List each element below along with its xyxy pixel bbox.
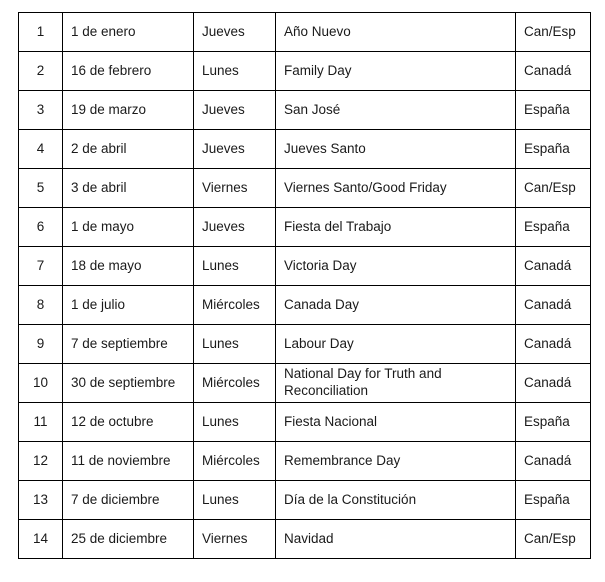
cell-holiday: Fiesta Nacional	[276, 403, 516, 442]
cell-date: 1 de mayo	[63, 208, 194, 247]
cell-number: 1	[19, 13, 63, 52]
holiday-table-body	[19, 13, 591, 559]
table-row	[19, 52, 591, 91]
table-row	[19, 13, 591, 52]
cell-weekday: Jueves	[194, 208, 276, 247]
cell-country: España	[516, 91, 591, 130]
cell-number: 4	[19, 130, 63, 169]
table-row	[19, 130, 591, 169]
cell-number: 10	[19, 364, 63, 403]
cell-number: 5	[19, 169, 63, 208]
cell-country: Canadá	[516, 247, 591, 286]
cell-holiday: Remembrance Day	[276, 442, 516, 481]
cell-weekday: Jueves	[194, 130, 276, 169]
cell-country: Canadá	[516, 442, 591, 481]
cell-holiday: Family Day	[276, 52, 516, 91]
cell-country: Can/Esp	[516, 520, 591, 559]
cell-holiday: Navidad	[276, 520, 516, 559]
cell-date: 1 de julio	[63, 286, 194, 325]
cell-weekday: Lunes	[194, 403, 276, 442]
cell-weekday: Lunes	[194, 52, 276, 91]
cell-weekday: Miércoles	[194, 286, 276, 325]
cell-holiday: Labour Day	[276, 325, 516, 364]
cell-number: 2	[19, 52, 63, 91]
cell-date: 7 de septiembre	[63, 325, 194, 364]
cell-country: España	[516, 130, 591, 169]
cell-date: 12 de octubre	[63, 403, 194, 442]
cell-date: 3 de abril	[63, 169, 194, 208]
cell-weekday: Miércoles	[194, 364, 276, 403]
cell-holiday: Año Nuevo	[276, 13, 516, 52]
table-row	[19, 403, 591, 442]
cell-holiday: Victoria Day	[276, 247, 516, 286]
holiday-table	[18, 12, 591, 559]
cell-date: 1 de enero	[63, 13, 194, 52]
cell-weekday: Miércoles	[194, 442, 276, 481]
cell-number: 14	[19, 520, 63, 559]
cell-country: España	[516, 403, 591, 442]
cell-holiday: Fiesta del Trabajo	[276, 208, 516, 247]
cell-weekday: Lunes	[194, 247, 276, 286]
table-row	[19, 208, 591, 247]
cell-country: España	[516, 208, 591, 247]
cell-number: 7	[19, 247, 63, 286]
cell-date: 30 de septiembre	[63, 364, 194, 403]
cell-date: 11 de noviembre	[63, 442, 194, 481]
cell-weekday: Viernes	[194, 169, 276, 208]
cell-number: 13	[19, 481, 63, 520]
table-row	[19, 169, 591, 208]
cell-number: 6	[19, 208, 63, 247]
cell-date: 7 de diciembre	[63, 481, 194, 520]
cell-country: Canadá	[516, 364, 591, 403]
table-row	[19, 442, 591, 481]
cell-date: 2 de abril	[63, 130, 194, 169]
cell-holiday: Viernes Santo/Good Friday	[276, 169, 516, 208]
cell-number: 8	[19, 286, 63, 325]
cell-country: Canadá	[516, 286, 591, 325]
cell-country: Can/Esp	[516, 169, 591, 208]
cell-weekday: Lunes	[194, 481, 276, 520]
table-row	[19, 481, 591, 520]
cell-country: España	[516, 481, 591, 520]
cell-date: 16 de febrero	[63, 52, 194, 91]
cell-date: 19 de marzo	[63, 91, 194, 130]
cell-holiday: Jueves Santo	[276, 130, 516, 169]
cell-date: 18 de mayo	[63, 247, 194, 286]
cell-country: Canadá	[516, 52, 591, 91]
cell-date: 25 de diciembre	[63, 520, 194, 559]
cell-country: Canadá	[516, 325, 591, 364]
table-row	[19, 364, 591, 403]
cell-holiday: Día de la Constitución	[276, 481, 516, 520]
cell-number: 9	[19, 325, 63, 364]
cell-holiday: San José	[276, 91, 516, 130]
cell-weekday: Jueves	[194, 91, 276, 130]
table-row	[19, 247, 591, 286]
cell-number: 11	[19, 403, 63, 442]
cell-country: Can/Esp	[516, 13, 591, 52]
cell-weekday: Lunes	[194, 325, 276, 364]
cell-holiday: Canada Day	[276, 286, 516, 325]
cell-weekday: Jueves	[194, 13, 276, 52]
table-row	[19, 520, 591, 559]
cell-number: 12	[19, 442, 63, 481]
table-row	[19, 325, 591, 364]
cell-number: 3	[19, 91, 63, 130]
table-row	[19, 91, 591, 130]
cell-holiday: National Day for Truth and Reconciliation	[276, 364, 516, 403]
table-row	[19, 286, 591, 325]
cell-weekday: Viernes	[194, 520, 276, 559]
